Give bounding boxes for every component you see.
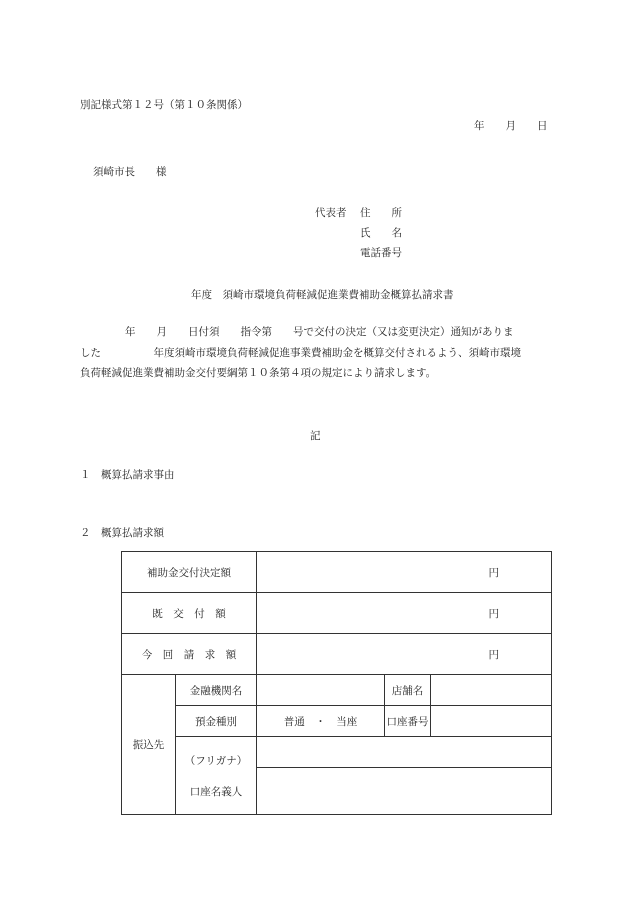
date-line: 年 月 日 bbox=[474, 120, 548, 132]
furigana-field[interactable] bbox=[257, 737, 552, 768]
addressee: 須崎市長 様 bbox=[93, 166, 167, 178]
current-request-label: 今 回 請 求 額 bbox=[122, 634, 257, 675]
name-label: 氏 名 bbox=[360, 227, 402, 239]
body-line-2: した 年度須崎市環境負荷軽減促進事業費補助金を概算交付されるよう、須崎市環境 bbox=[80, 346, 521, 359]
bank-name-field[interactable] bbox=[257, 675, 385, 706]
form-number: 別記様式第１２号（第１０条関係） bbox=[80, 99, 248, 111]
deposit-type-label: 預金種別 bbox=[176, 706, 257, 737]
body-line-3: 負荷軽減促進業費補助金交付要綱第１０条第４項の規定により請求します。 bbox=[80, 367, 437, 379]
account-holder-field[interactable] bbox=[257, 768, 552, 815]
account-number-field[interactable] bbox=[431, 706, 552, 737]
holder-label-cell bbox=[176, 737, 257, 815]
branch-field[interactable] bbox=[431, 675, 552, 706]
request-body bbox=[80, 322, 555, 384]
transfer-label: 振込先 bbox=[122, 675, 176, 815]
already-paid-label: 既 交 付 額 bbox=[122, 593, 257, 634]
decided-amount-field[interactable]: 円 bbox=[257, 552, 552, 593]
account-holder-label: 口座名義人 bbox=[189, 785, 243, 798]
already-paid-field[interactable]: 円 bbox=[257, 593, 552, 634]
decided-amount-label: 補助金交付決定額 bbox=[122, 552, 257, 593]
ki-heading: 記 bbox=[310, 430, 321, 442]
furigana-label: （フリガナ） bbox=[184, 754, 248, 767]
section-reason: １ 概算払請求事由 bbox=[80, 469, 175, 481]
current-request-field[interactable]: 円 bbox=[257, 634, 552, 675]
body-line-1: 年 月 日付須 指令第 号で交付の決定（又は変更決定）通知がありま bbox=[125, 326, 514, 338]
account-number-label: 口座番号 bbox=[385, 706, 431, 737]
representative-label: 代表者 bbox=[315, 207, 347, 219]
amount-table bbox=[121, 551, 552, 815]
branch-label: 店舗名 bbox=[385, 675, 431, 706]
section-amount: ２ 概算払請求額 bbox=[80, 527, 164, 539]
address-label: 住 所 bbox=[360, 207, 402, 219]
phone-label: 電話番号 bbox=[360, 247, 402, 259]
bank-name-label: 金融機関名 bbox=[176, 675, 257, 706]
document-title: 年度 須崎市環境負荷軽減促進業費補助金概算払請求書 bbox=[191, 289, 454, 301]
deposit-type-options[interactable]: 普通 ・ 当座 bbox=[257, 706, 385, 737]
